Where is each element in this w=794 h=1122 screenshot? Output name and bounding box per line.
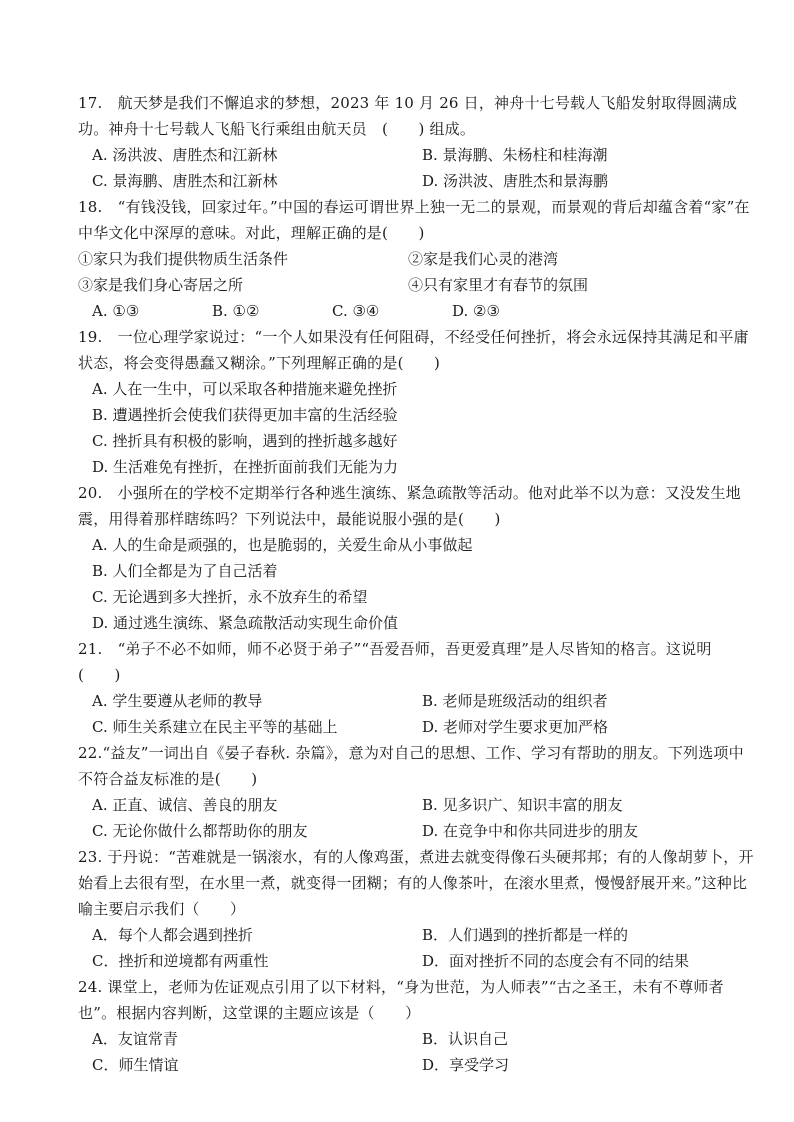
question-24 — [78, 974, 754, 1078]
option-c: C. 无论遇到多大挫折，永不放弃生的希望 — [92, 588, 368, 606]
option-b: B. 人们全都是为了自己活着 — [92, 562, 278, 580]
option-b: B. 景海鹏、朱杨柱和桂海潮 — [422, 146, 608, 164]
option-b: B. 遭遇挫折会使我们获得更加丰富的生活经验 — [92, 406, 398, 424]
option-a: A. 正直、诚信、善良的朋友 — [92, 796, 278, 814]
options-list — [78, 376, 754, 480]
options-row — [78, 298, 754, 324]
option-d: D．享受学习 — [422, 1056, 510, 1074]
question-22 — [78, 740, 754, 844]
question-stem: 20. 小强所在的学校不定期举行各种逃生演练、紧急疏散等活动。他对此举不以为意：又没发生地震，用得着那样瞎练吗？下列说法中，最能说服小强的是( ) — [78, 484, 741, 528]
options-row — [78, 142, 754, 168]
options-row — [78, 1052, 754, 1078]
option-c: C．挫折和逆境都有两重性 — [92, 952, 269, 970]
option-a: A．友谊常青 — [92, 1030, 178, 1048]
option-c: C. 无论你做什么都帮助你的朋友 — [92, 822, 308, 840]
statement-1: ①家只为我们提供物质生活条件 — [78, 250, 289, 268]
option-d: D. ②③ — [452, 302, 500, 320]
statements-row — [78, 272, 754, 298]
option-a: A. 学生要遵从老师的教导 — [92, 692, 263, 710]
option-a: A. 汤洪波、唐胜杰和江新林 — [92, 146, 278, 164]
options-row — [78, 688, 754, 714]
option-c: C．师生情谊 — [92, 1056, 179, 1074]
options-row — [78, 948, 754, 974]
option-c: C. 挫折具有积极的影响，遇到的挫折越多越好 — [92, 432, 398, 450]
question-stem: 23. 于丹说：“苦难就是一锅滚水，有的人像鸡蛋，煮进去就变得像石头硬邦邦；有的人像胡萝卜，开始看上去很有型，在水里一煮，就变得一团糊；有的人像茶叶，在滚水里煮，慢慢舒展开来。”这种比喻主要启示我们（ ） — [78, 848, 754, 918]
question-stem: 19. 一位心理学家说过：“一个人如果没有任何阻碍，不经受任何挫折，将会永远保持其满足和平庸状态，将会变得愚蠢又糊涂。”下列理解正确的是( ) — [78, 328, 749, 372]
statements-row — [78, 246, 754, 272]
option-a: A．每个人都会遇到挫折 — [92, 926, 253, 944]
question-20 — [78, 480, 754, 636]
question-stem: 22.“益友”一词出自《晏子春秋. 杂篇》，意为对自己的思想、工作、学习有帮助的朋友。下列选项中不符合益友标准的是( ) — [78, 744, 744, 788]
question-17 — [78, 90, 754, 194]
question-23 — [78, 844, 754, 974]
option-b: B. 见多识广、知识丰富的朋友 — [422, 796, 623, 814]
options-row — [78, 1026, 754, 1052]
option-a: A. ①③ — [92, 302, 140, 320]
option-c: C. ③④ — [332, 302, 380, 320]
option-b: B. ①② — [212, 302, 260, 320]
option-d: D．面对挫折不同的态度会有不同的结果 — [422, 952, 690, 970]
question-stem: 17. 航天梦是我们不懈追求的梦想，2023 年 10 月 26 日，神舟十七号载人飞船发射取得圆满成功。神舟十七号载人飞船飞行乘组由航天员 ( ) 组成。 — [78, 94, 738, 138]
options-row — [78, 792, 754, 818]
question-21 — [78, 636, 754, 740]
options-row — [78, 714, 754, 740]
option-c: C. 景海鹏、唐胜杰和江新林 — [92, 172, 278, 190]
question-18 — [78, 194, 754, 324]
question-stem: 18. “有钱没钱，回家过年。”中国的春运可谓世界上独一无二的景观，而景观的背后却蕴含着“家”在中华文化中深厚的意味。对此，理解正确的是( ) — [78, 198, 750, 242]
option-b: B. 老师是班级活动的组织者 — [422, 692, 608, 710]
statement-3: ③家是我们身心寄居之所 — [78, 276, 244, 294]
question-19 — [78, 324, 754, 480]
options-list — [78, 532, 754, 636]
option-a: A. 人在一生中，可以采取各种措施来避免挫折 — [92, 380, 398, 398]
options-row — [78, 922, 754, 948]
option-c: C. 师生关系建立在民主平等的基础上 — [92, 718, 338, 736]
option-d: D. 老师对学生要求更加严格 — [422, 718, 609, 736]
option-d: D. 汤洪波、唐胜杰和景海鹏 — [422, 172, 609, 190]
question-stem: 24. 课堂上，老师为佐证观点引用了以下材料，“身为世范，为人师表”“古之圣王，未有不尊师者也”。根据内容判断，这堂课的主题应该是（ ） — [78, 978, 724, 1022]
option-b: B．认识自己 — [422, 1030, 509, 1048]
option-d: D. 生活难免有挫折，在挫折面前我们无能为力 — [92, 458, 399, 476]
options-row — [78, 818, 754, 844]
option-a: A. 人的生命是顽强的，也是脆弱的，关爱生命从小事做起 — [92, 536, 473, 554]
option-d: D. 在竞争中和你共同进步的朋友 — [422, 822, 639, 840]
question-stem: 21. “弟子不必不如师，师不必贤于弟子”“吾爱吾师，吾更爱真理”是人尽皆知的格言。这说明( ) — [78, 640, 712, 684]
statement-4: ④只有家里才有春节的氛围 — [408, 276, 589, 294]
options-row — [78, 168, 754, 194]
option-b: B．人们遇到的挫折都是一样的 — [422, 926, 629, 944]
option-d: D. 通过逃生演练、紧急疏散活动实现生命价值 — [92, 614, 399, 632]
statement-2: ②家是我们心灵的港湾 — [408, 250, 559, 268]
